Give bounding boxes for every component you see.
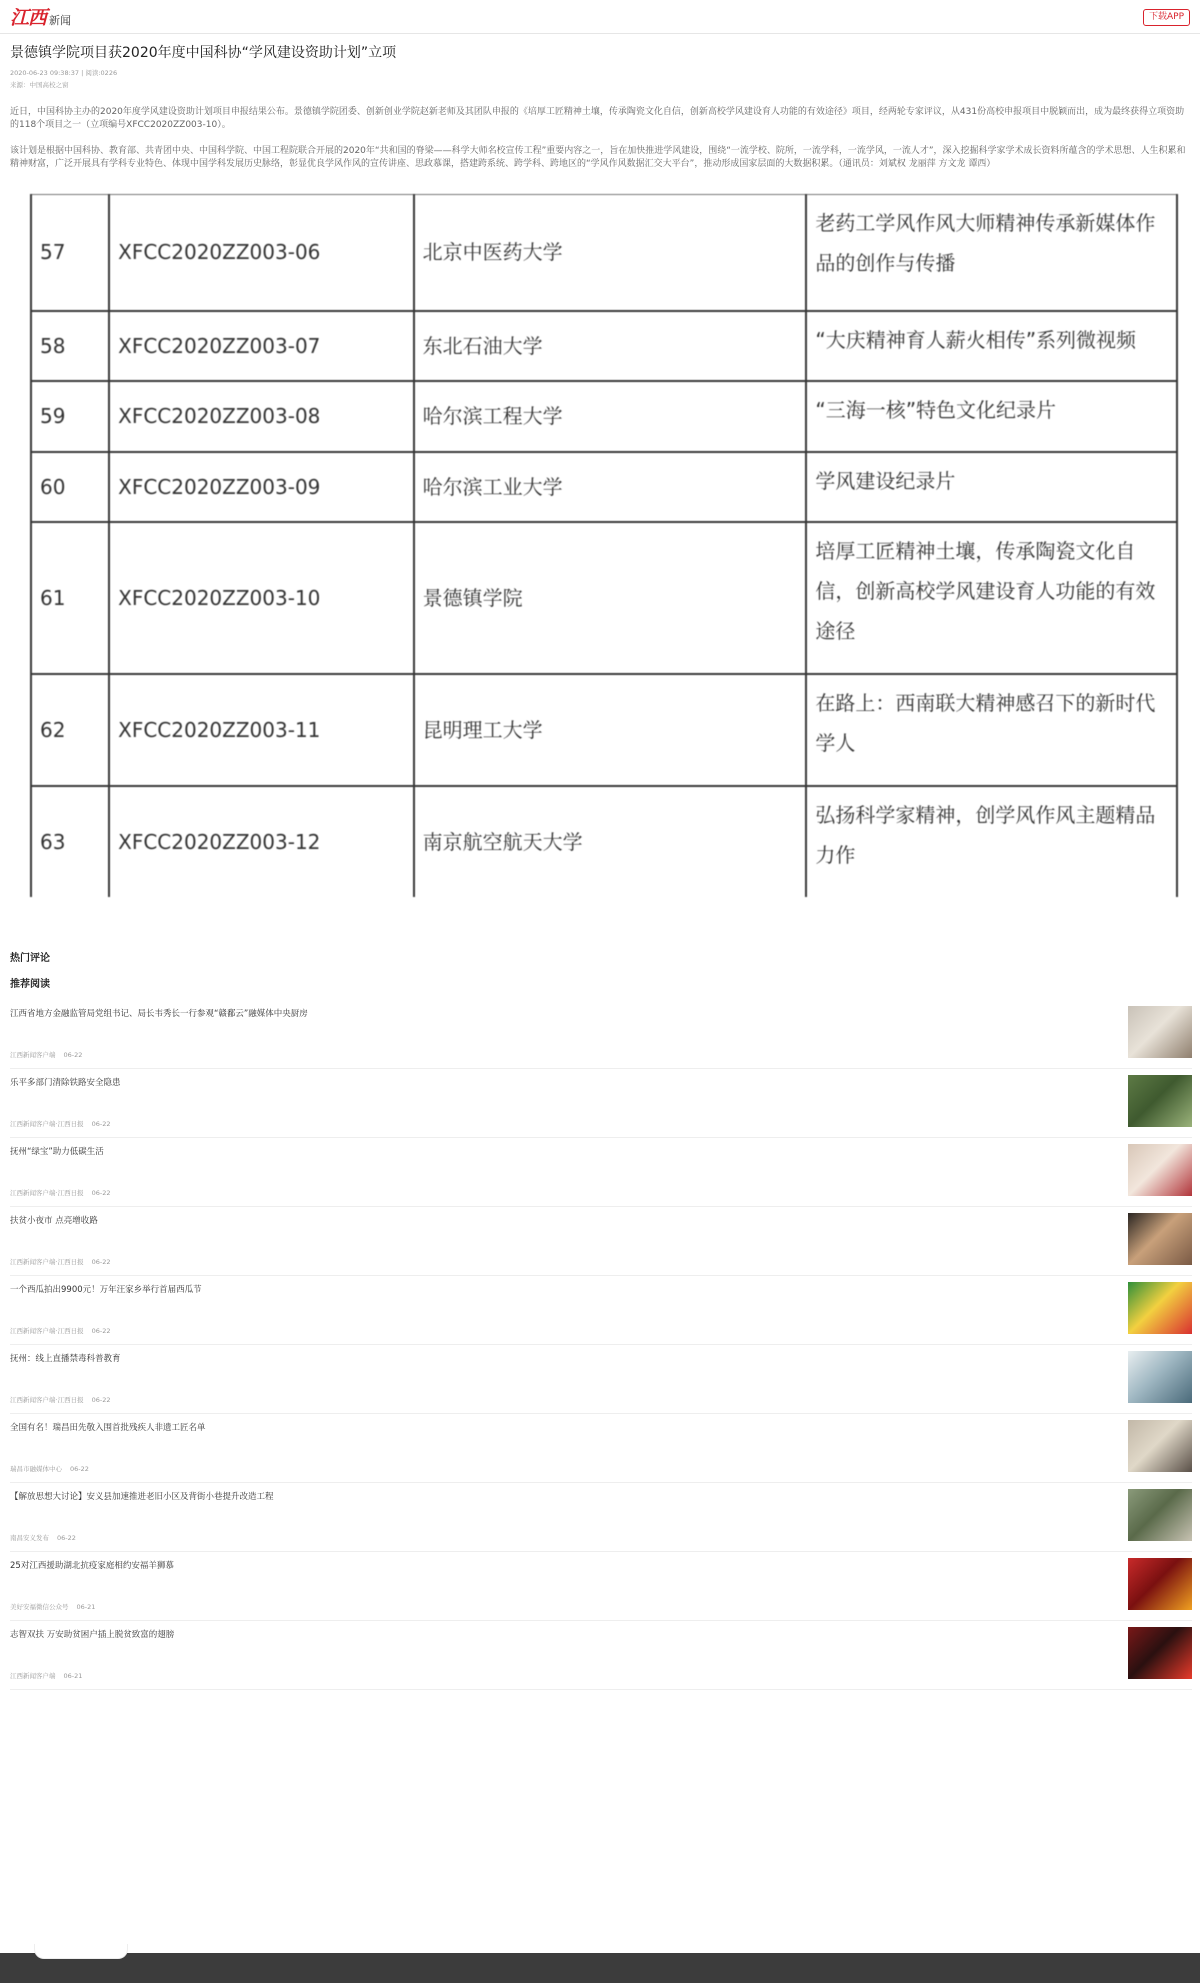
row-number: 57 [31, 195, 109, 311]
news-source: 江西新闻客户端 [10, 1672, 56, 1680]
table-row [31, 786, 1177, 897]
news-title[interactable]: 抚州“绿宝”助力低碳生活 [10, 1147, 104, 1157]
news-title[interactable]: 全国有名！瑞昌田先敬入围首批残疾人非遗工匠名单 [10, 1423, 206, 1433]
school-name: 哈尔滨工业大学 [414, 452, 807, 522]
news-thumbnail-image[interactable] [1128, 1282, 1192, 1334]
news-date: 06-22 [91, 1120, 111, 1128]
news-meta [10, 1464, 97, 1474]
project-code: XFCC2020ZZ003-10 [109, 522, 414, 674]
school-name: 北京中医药大学 [414, 195, 807, 311]
news-date: 06-22 [91, 1189, 111, 1197]
list-item[interactable] [10, 1276, 1192, 1345]
news-title[interactable]: 抚州：线上直播禁毒科普教育 [10, 1354, 121, 1364]
school-name: 昆明理工大学 [414, 674, 807, 786]
news-meta [10, 1533, 84, 1543]
list-item[interactable] [10, 1000, 1192, 1069]
news-source: 江西新闻客户端·江西日报 [10, 1258, 84, 1266]
list-item[interactable] [10, 1483, 1192, 1552]
list-item[interactable] [10, 1552, 1192, 1621]
row-number: 63 [31, 786, 109, 897]
project-code: XFCC2020ZZ003-06 [109, 195, 414, 311]
news-thumbnail-image[interactable] [1128, 1420, 1192, 1472]
list-item[interactable] [10, 1414, 1192, 1483]
project-code: XFCC2020ZZ003-11 [109, 674, 414, 786]
article-paragraph-2: 该计划是根据中国科协、教育部、共青团中央、中国科学院、中国工程院联合开展的2020年“共和国的脊梁——科学大师名校宣传工程”重要内容之一，旨在加快推进学风建设，围绕“一流学校、院所，一流学科，一流学风，一流人才”，深入挖掘科学家学术成长资料所蕴含的学术思想、人生积累和精神财富，广泛开展具有学科专业特色、体现中国学科发展历史脉络，彰显优良学风作风的宣传讲座、思政慕课，搭建跨系统、跨学科、跨地区的“学风作风数据汇交大平台”，推动形成国家层面的大数据积累。（通讯员：刘斌权 龙丽萍 方文龙 谭西） [10, 146, 1186, 169]
project-name: 老药工学风作风大师精神传承新媒体作品的创作与传播 [806, 195, 1177, 311]
news-title[interactable]: 江西省地方金融监管局党组书记、局长韦秀长一行参观“赣鄱云”融媒体中央厨房 [10, 1009, 308, 1019]
news-title[interactable]: 乐平多部门清除铁路安全隐患 [10, 1078, 121, 1088]
article-source: 来源：中国高校之窗 [10, 81, 69, 89]
school-name: 东北石油大学 [414, 311, 807, 381]
table-row [31, 195, 1177, 311]
news-date: 06-22 [70, 1465, 89, 1473]
news-thumbnail-image[interactable] [1128, 1627, 1192, 1679]
project-code: XFCC2020ZZ003-07 [109, 311, 414, 381]
news-meta [10, 1602, 103, 1612]
row-number: 61 [31, 522, 109, 674]
news-thumbnail-image[interactable] [1128, 1075, 1192, 1127]
article-title: 景德镇学院项目获2020年度中国科协“学风建设资助计划”立项 [10, 45, 397, 61]
table-row [31, 522, 1177, 674]
project-name: 弘扬科学家精神，创学风作风主题精品力作 [806, 786, 1177, 897]
news-source: 瑞昌市融媒体中心 [10, 1465, 62, 1473]
list-item[interactable] [10, 1138, 1192, 1207]
school-name: 哈尔滨工程大学 [414, 381, 807, 452]
download-app-button[interactable]: 下载APP [1143, 9, 1190, 26]
news-meta [10, 1395, 118, 1405]
row-number: 59 [31, 381, 109, 452]
project-name: “大庆精神育人薪火相传”系列微视频 [806, 311, 1177, 381]
news-meta [10, 1257, 118, 1267]
bottom-bar [0, 1953, 1200, 1983]
table-row [31, 381, 1177, 452]
school-name: 景德镇学院 [414, 522, 807, 674]
logo-mark: 江西 [10, 7, 47, 29]
recommended-heading: 推荐阅读 [10, 979, 50, 990]
news-thumbnail-image[interactable] [1128, 1489, 1192, 1541]
news-meta [10, 1671, 90, 1681]
news-date: 06-21 [76, 1603, 96, 1611]
news-date: 06-22 [63, 1051, 83, 1059]
table-row [31, 452, 1177, 522]
news-title[interactable]: 志智双扶 万安助贫困户插上脱贫致富的翅膀 [10, 1630, 175, 1640]
news-source: 江西新闻客户端 [10, 1051, 56, 1059]
news-title[interactable]: 【解放思想大讨论】安义县加速推进老旧小区及背街小巷提升改造工程 [10, 1492, 274, 1502]
project-table [30, 194, 1178, 897]
news-meta [10, 1188, 118, 1198]
top-header [0, 0, 1200, 34]
news-date: 06-22 [91, 1258, 111, 1266]
news-source: 江西新闻客户端·江西日报 [10, 1396, 84, 1404]
news-thumbnail-image[interactable] [1128, 1144, 1192, 1196]
news-title[interactable]: 一个西瓜拍出9900元！万年汪家乡举行首届西瓜节 [10, 1285, 202, 1295]
project-name: “三海一核”特色文化纪录片 [806, 381, 1177, 452]
project-code: XFCC2020ZZ003-12 [109, 786, 414, 897]
news-meta [10, 1119, 118, 1129]
news-title[interactable]: 扶贫小夜市 点亮增收路 [10, 1216, 98, 1226]
row-number: 60 [31, 452, 109, 522]
news-date: 06-21 [63, 1672, 83, 1680]
list-item[interactable] [10, 1207, 1192, 1276]
news-thumbnail-image[interactable] [1128, 1351, 1192, 1403]
row-number: 58 [31, 311, 109, 381]
article-paragraph-1: 近日，中国科协主办的2020年度学风建设资助计划项目申报结果公布。景德镇学院团委、创新创业学院赵新老师及其团队申报的《培厚工匠精神土壤，传承陶瓷文化自信，创新高校学风建设育人功能的有效途径》项目，经两轮专家评议，从431份高校申报项目中脱颖而出，成为最终获得立项资助的118个项目之一（立项编号XFCC2020ZZ003-10）。 [10, 107, 1185, 130]
logo-text: 新闻 [49, 14, 72, 27]
row-number: 62 [31, 674, 109, 786]
news-thumbnail-image[interactable] [1128, 1213, 1192, 1265]
list-item[interactable] [10, 1069, 1192, 1138]
news-thumbnail-image[interactable] [1128, 1006, 1192, 1058]
article-date-line: 2020-06-23 09:38:37 | 阅读:0226 [10, 69, 118, 77]
list-item[interactable] [10, 1621, 1192, 1690]
project-table-image [30, 194, 1178, 896]
news-date: 06-22 [91, 1396, 111, 1404]
news-meta [10, 1326, 118, 1336]
bottom-tab[interactable] [34, 1944, 128, 1959]
project-name: 在路上：西南联大精神感召下的新时代学人 [806, 674, 1177, 786]
project-name: 培厚工匠精神土壤，传承陶瓷文化自信，创新高校学风建设育人功能的有效途径 [806, 522, 1177, 674]
news-source: 江西新闻客户端·江西日报 [10, 1327, 84, 1335]
news-thumbnail-image[interactable] [1128, 1558, 1192, 1610]
school-name: 南京航空航天大学 [414, 786, 807, 897]
table-row [31, 674, 1177, 786]
list-item[interactable] [10, 1345, 1192, 1414]
project-code: XFCC2020ZZ003-08 [109, 381, 414, 452]
project-code: XFCC2020ZZ003-09 [109, 452, 414, 522]
news-date: 06-22 [91, 1327, 111, 1335]
jiangxi-news-logo[interactable] [10, 5, 71, 29]
project-name: 学风建设纪录片 [806, 452, 1177, 522]
news-source: 南昌安义发布 [10, 1534, 49, 1542]
news-title[interactable]: 25对江西援助湖北抗疫家庭相约安福羊狮慕 [10, 1561, 174, 1571]
hot-comments-heading: 热门评论 [10, 953, 50, 964]
news-source: 江西新闻客户端·江西日报 [10, 1120, 84, 1128]
news-source: 江西新闻客户端·江西日报 [10, 1189, 84, 1197]
news-source: 美好安福微信公众号 [10, 1603, 69, 1611]
news-meta [10, 1050, 90, 1060]
news-date: 06-22 [57, 1534, 76, 1542]
recommended-news-list [10, 1000, 1192, 1690]
table-row [31, 311, 1177, 381]
